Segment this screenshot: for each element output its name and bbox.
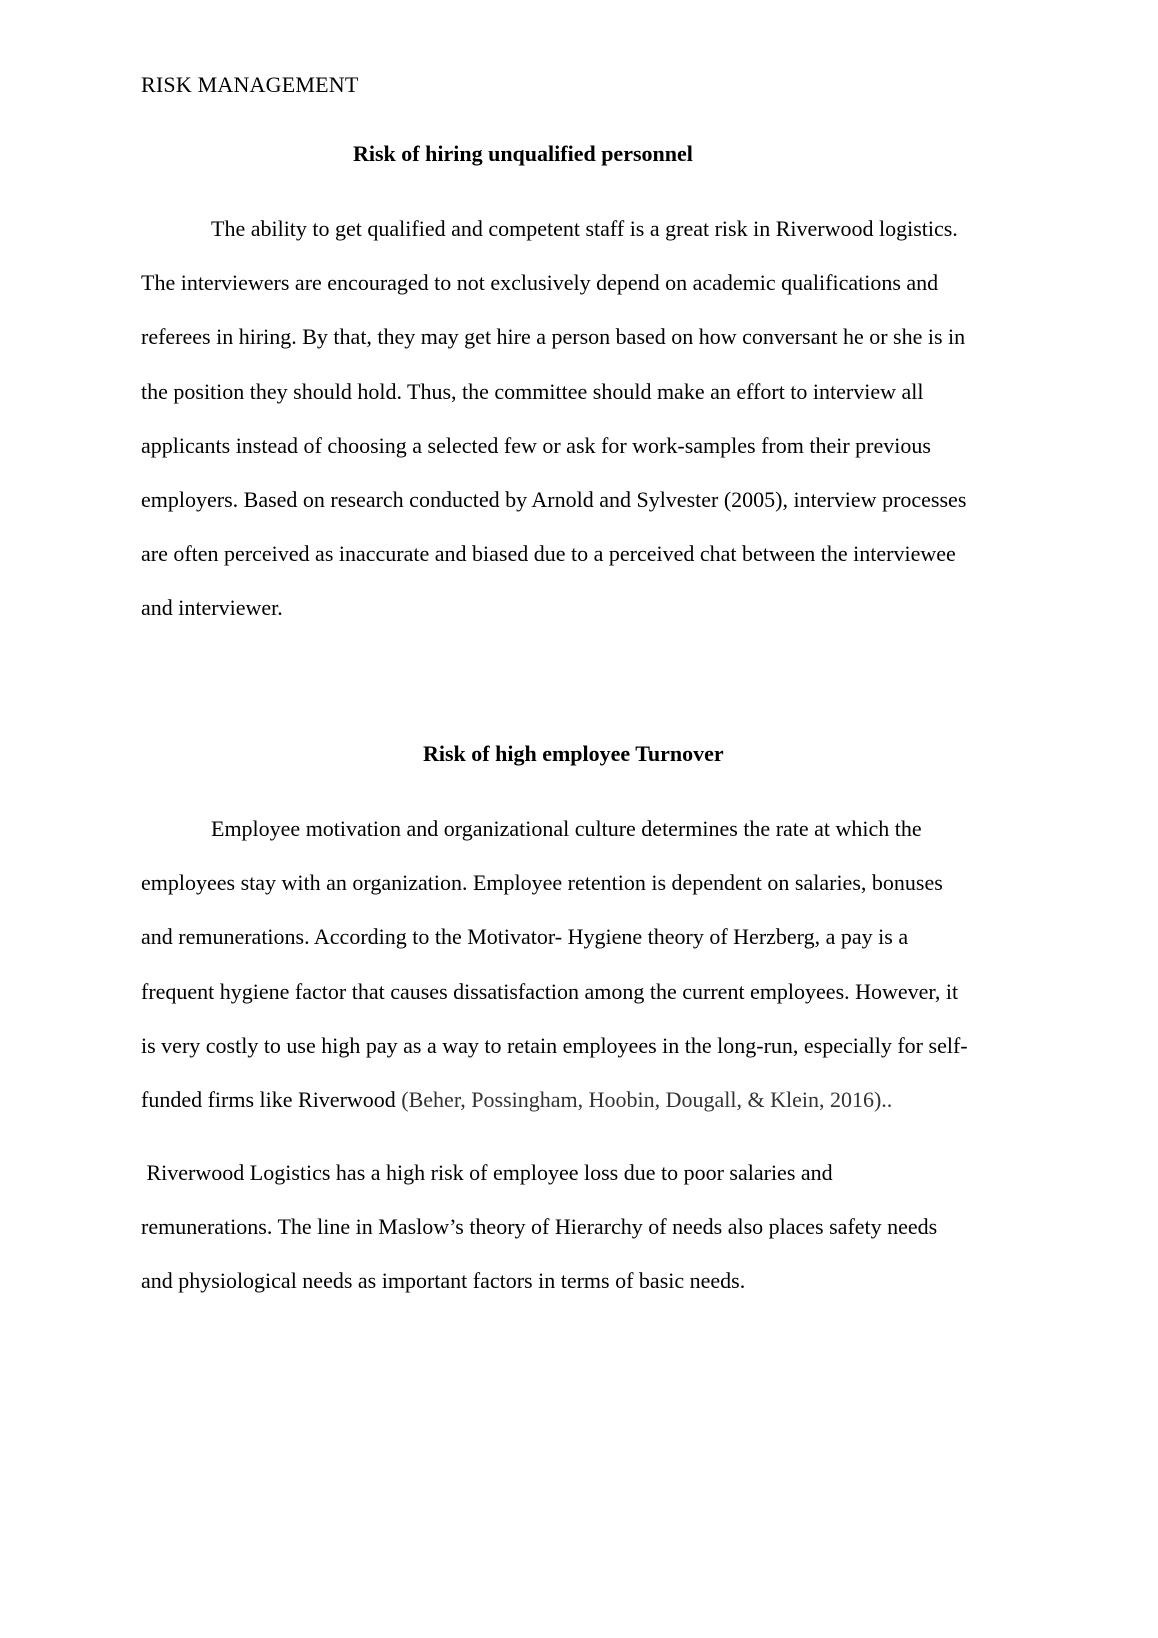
paragraph-line: are often perceived as inaccurate and biased due to a perceived chat between the interviewee <box>141 541 956 567</box>
paragraph-last-line <box>141 1073 1041 1127</box>
paragraph-line: Riverwood Logistics has a high risk of employee loss due to poor salaries and <box>141 1160 833 1185</box>
paragraph-line: referees in hiring. By that, they may get hire a person based on how conversant he or she is in <box>141 324 966 350</box>
paragraph-hiring-risk <box>141 202 1041 636</box>
section-heading-unqualified-personnel: Risk of hiring unqualified personnel <box>353 141 693 166</box>
paragraph-line: employers. Based on research conducted by Arnold and Sylvester (2005), interview processes <box>141 487 967 513</box>
paragraph-line-text: funded firms like Riverwood <box>141 1087 402 1113</box>
paragraph-line: employees stay with an organization. Employee retention is dependent on salaries, bonuses <box>141 870 943 896</box>
paragraph-line: remunerations. The line in Maslow’s theory of Hierarchy of needs also places safety needs <box>141 1214 938 1240</box>
paragraph-line: applicants instead of choosing a selected few or ask for work-samples from their previous <box>141 432 931 458</box>
paragraph-riverwood-logistics <box>141 1146 1041 1309</box>
paragraph-line: and interviewer. <box>141 595 283 621</box>
section-heading-employee-turnover: Risk of high employee Turnover <box>423 741 724 766</box>
paragraph-line: The ability to get qualified and competent staff is a great risk in Riverwood logistics. <box>211 216 958 241</box>
paragraph-line: Employee motivation and organizational culture determines the rate at which the <box>211 816 922 841</box>
running-head: RISK MANAGEMENT <box>141 72 359 97</box>
paragraph-line: is very costly to use high pay as a way to retain employees in the long-run, especially for self- <box>141 1032 968 1058</box>
paragraph-line: and physiological needs as important factors in terms of basic needs. <box>141 1268 746 1294</box>
paragraph-line: frequent hygiene factor that causes dissatisfaction among the current employees. However, it <box>141 978 959 1004</box>
paragraph-line: and remunerations. According to the Motivator- Hygiene theory of Herzberg, a pay is a <box>141 924 909 950</box>
paragraph-turnover-risk <box>141 802 1041 1127</box>
paragraph-line: The interviewers are encouraged to not exclusively depend on academic qualifications and <box>141 270 939 296</box>
citation: (Beher, Possingham, Hoobin, Dougall, & Klein, 2016).. <box>401 1087 893 1113</box>
paragraph-line: the position they should hold. Thus, the committee should make an effort to interview all <box>141 378 924 404</box>
